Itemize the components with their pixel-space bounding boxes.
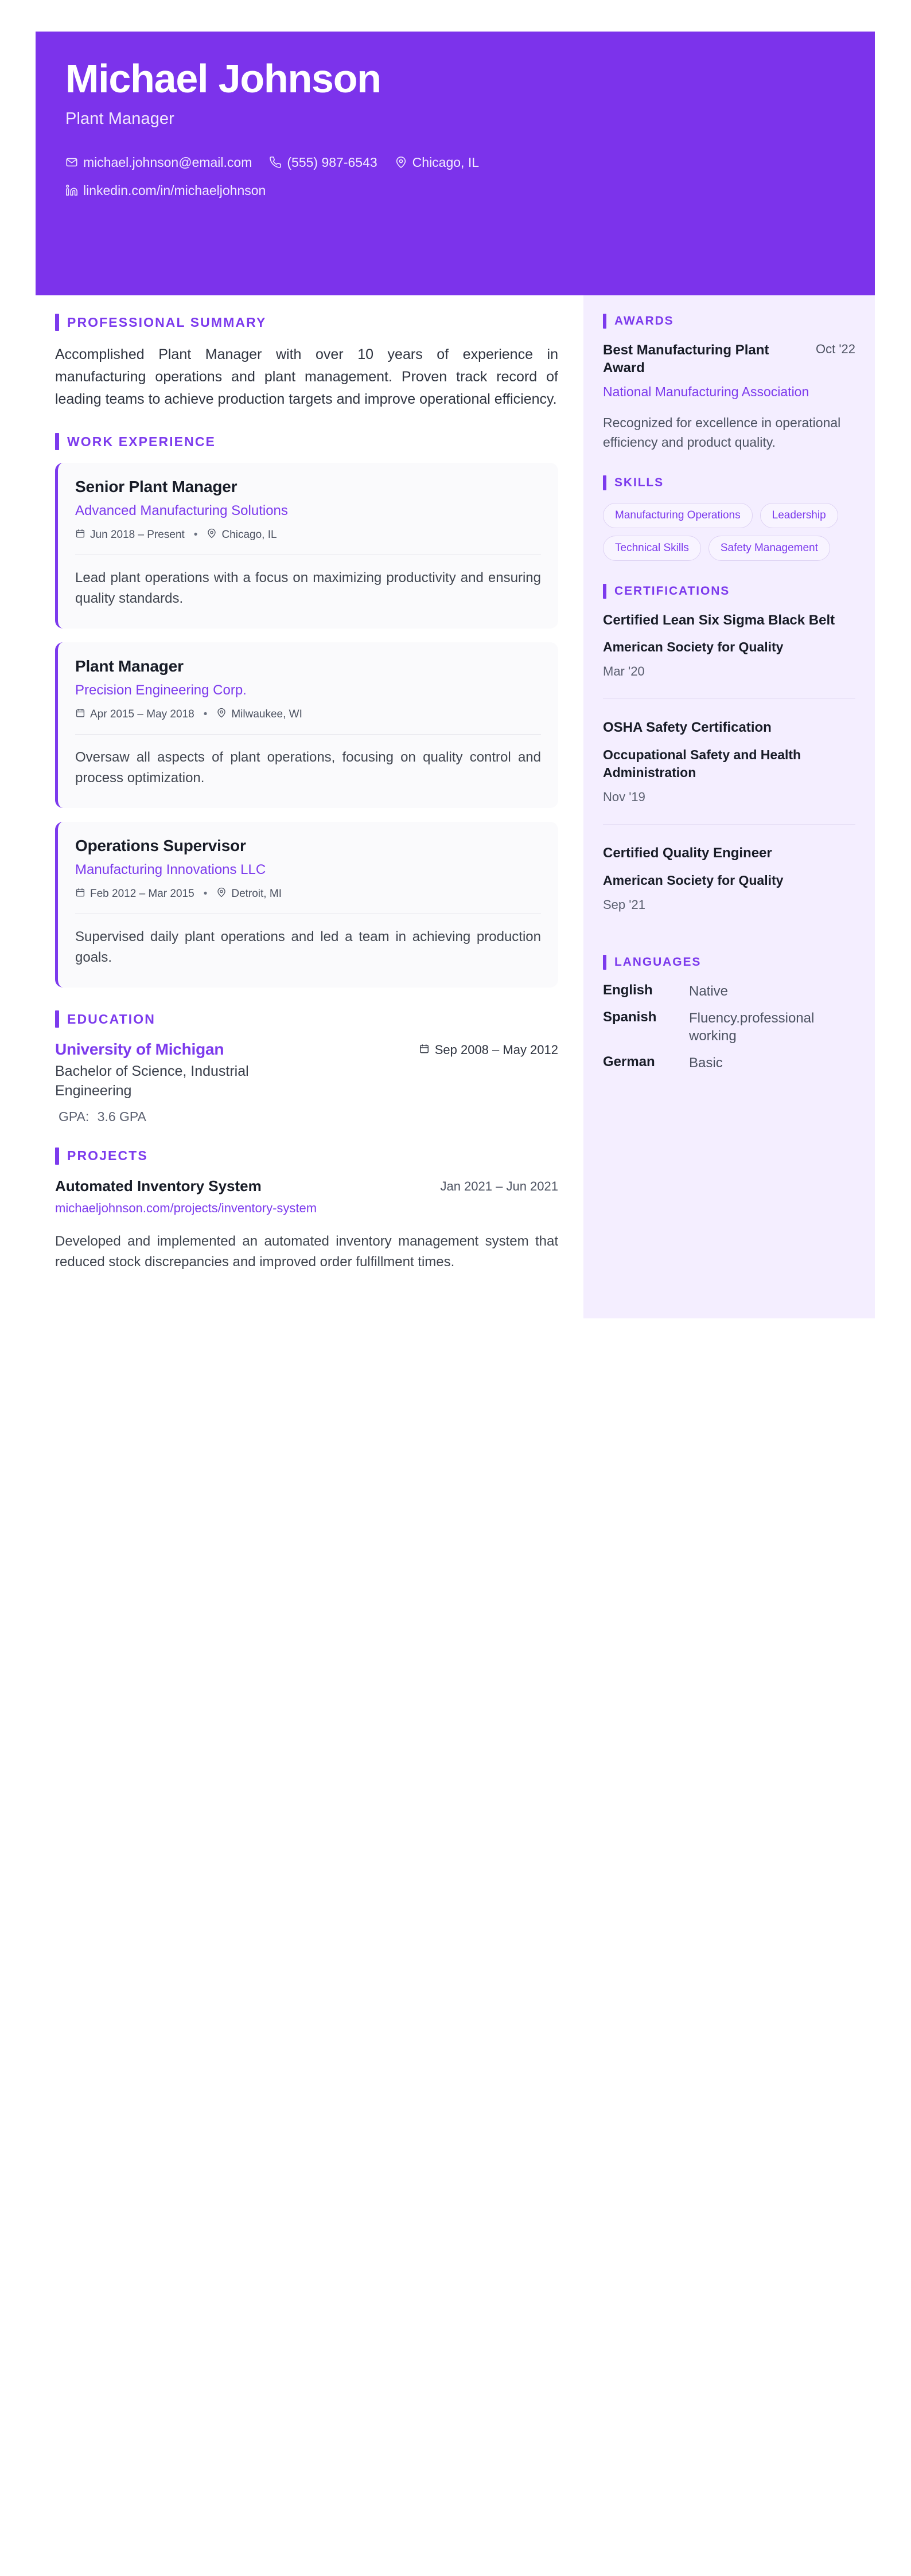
accent-bar (603, 955, 606, 970)
section-awards (603, 314, 855, 452)
section-title-awards: AWARDS (614, 314, 674, 327)
skill-chip: Manufacturing Operations (603, 503, 753, 528)
sidebar-column (583, 295, 875, 1318)
accent-bar (55, 314, 59, 331)
language-row (603, 1009, 855, 1045)
resume-header (36, 32, 875, 295)
accent-bar (603, 475, 606, 490)
accent-bar (55, 1148, 59, 1165)
section-title-summary: PROFESSIONAL SUMMARY (67, 314, 267, 330)
contact-phone-text: (555) 987-6543 (287, 154, 377, 170)
experience-dates-text: Jun 2018 – Present (90, 529, 185, 541)
experience-dates (75, 887, 194, 901)
certification-organization: American Society for Quality (603, 872, 784, 888)
contact-row-secondary (65, 183, 845, 198)
certification-entry (603, 719, 855, 825)
section-title-experience: WORK EXPERIENCE (67, 434, 216, 449)
project-description: Developed and implemented an automated inventory management system that reduced stock discrepancies and improved order fulfillment times. (55, 1234, 558, 1270)
language-level: Native (689, 983, 729, 999)
resume-body (36, 295, 875, 1318)
contact-location (395, 155, 479, 170)
certification-name: Certified Lean Six Sigma Black Belt (603, 612, 835, 628)
experience-card (55, 642, 558, 808)
skill-chip: Leadership (760, 503, 838, 528)
section-heading-certifications (603, 584, 855, 599)
section-skills (603, 475, 855, 561)
experience-description: Oversaw all aspects of plant operations, focusing on quality control and process optimization. (75, 750, 541, 786)
language-name: English (603, 982, 653, 998)
experience-description: Lead plant operations with a focus on maximizing productivity and ensuring quality standards. (75, 570, 541, 607)
map-pin-icon (216, 708, 227, 721)
project-link[interactable]: michaeljohnson.com/projects/inventory-system (55, 1200, 317, 1215)
meta-separator: • (203, 708, 208, 721)
contact-location-text: Chicago, IL (412, 154, 480, 170)
contact-linkedin[interactable] (65, 183, 266, 198)
section-heading-projects (55, 1148, 558, 1165)
phone-icon (269, 156, 282, 169)
certification-entry (603, 844, 855, 932)
section-work-experience (55, 433, 558, 988)
section-title-skills: SKILLS (614, 475, 664, 489)
skill-chip: Safety Management (708, 536, 830, 561)
accent-bar (55, 1010, 59, 1028)
experience-location (207, 528, 277, 542)
experience-card (55, 463, 558, 629)
experience-description: Supervised daily plant operations and led a team in achieving production goals. (75, 929, 541, 966)
education-gpa (59, 1109, 558, 1125)
calendar-icon (75, 887, 85, 901)
award-date: Oct '22 (815, 342, 855, 356)
experience-role: Operations Supervisor (75, 837, 246, 855)
project-dates: Jan 2021 – Jun 2021 (440, 1178, 558, 1193)
email-icon (65, 156, 78, 169)
section-languages (603, 955, 855, 1072)
section-education (55, 1010, 558, 1125)
contact-email[interactable] (65, 155, 252, 170)
education-dates-text: Sep 2008 – May 2012 (434, 1043, 558, 1057)
experience-location (216, 887, 282, 901)
experience-location-text: Detroit, MI (231, 888, 282, 900)
experience-location-text: Chicago, IL (221, 529, 277, 541)
certification-entry (603, 611, 855, 700)
section-heading-education (55, 1010, 558, 1028)
experience-location (216, 708, 302, 721)
section-heading-experience (55, 433, 558, 450)
section-title-projects: PROJECTS (67, 1148, 148, 1164)
project-entry (55, 1177, 558, 1273)
language-name: Spanish (603, 1009, 657, 1025)
section-heading-summary (55, 314, 558, 331)
section-title-certifications: CERTIFICATIONS (614, 584, 730, 598)
education-entry (55, 1040, 558, 1059)
section-heading-awards (603, 314, 855, 329)
candidate-name: Michael Johnson (65, 56, 381, 101)
experience-meta (75, 887, 541, 914)
experience-role: Plant Manager (75, 657, 184, 676)
section-title-education: EDUCATION (67, 1011, 155, 1027)
experience-company: Advanced Manufacturing Solutions (75, 503, 288, 519)
education-gpa-value: 3.6 GPA (97, 1109, 146, 1124)
experience-location-text: Milwaukee, WI (231, 708, 302, 721)
award-header (603, 341, 855, 377)
certification-date: Nov '19 (603, 790, 645, 805)
section-heading-languages (603, 955, 855, 970)
certification-date: Mar '20 (603, 664, 645, 679)
experience-dates (75, 708, 194, 721)
experience-meta (75, 708, 541, 735)
accent-bar (55, 433, 59, 450)
experience-dates-text: Apr 2015 – May 2018 (90, 708, 194, 721)
certification-organization: American Society for Quality (603, 639, 784, 655)
award-name: Best Manufacturing Plant Award (603, 342, 769, 376)
map-pin-icon (207, 528, 217, 542)
project-header (55, 1177, 558, 1195)
calendar-icon (419, 1043, 430, 1057)
section-projects (55, 1148, 558, 1273)
linkedin-icon (65, 184, 78, 197)
award-entry (603, 341, 855, 452)
award-organization: National Manufacturing Association (603, 384, 809, 400)
calendar-icon (75, 528, 85, 542)
experience-company: Manufacturing Innovations LLC (75, 862, 266, 878)
meta-separator: • (203, 888, 208, 900)
section-certifications (603, 584, 855, 932)
education-degree: Bachelor of Science, Industrial Engineering (55, 1063, 249, 1099)
skill-list (603, 503, 855, 561)
experience-dates-text: Feb 2012 – Mar 2015 (90, 888, 194, 900)
summary-text: Accomplished Plant Manager with over 10 years of experience in manufacturing operations and plant management. Proven track record of leading teams to achieve production targets and improve operational efficiency. (55, 346, 558, 407)
experience-meta (75, 528, 541, 555)
contact-linkedin-text: linkedin.com/in/michaeljohnson (83, 182, 266, 198)
project-name: Automated Inventory System (55, 1177, 262, 1195)
map-pin-icon (216, 887, 227, 901)
experience-dates (75, 528, 185, 542)
experience-role: Senior Plant Manager (75, 478, 238, 496)
section-title-languages: LANGUAGES (614, 955, 702, 969)
award-description: Recognized for excellence in operational efficiency and product quality. (603, 415, 841, 450)
language-name: German (603, 1054, 655, 1070)
experience-company: Precision Engineering Corp. (75, 682, 247, 698)
section-professional-summary (55, 314, 558, 410)
language-row (603, 982, 855, 1000)
contact-row-primary (65, 155, 845, 170)
certification-name: OSHA Safety Certification (603, 720, 772, 736)
meta-separator: • (193, 529, 198, 541)
education-gpa-label: GPA: (59, 1109, 89, 1124)
certification-name: Certified Quality Engineer (603, 845, 772, 861)
certification-date: Sep '21 (603, 897, 645, 912)
language-level: Fluency.professional working (689, 1010, 815, 1044)
accent-bar (603, 314, 606, 329)
candidate-job-title: Plant Manager (65, 109, 174, 128)
accent-bar (603, 584, 606, 599)
section-heading-skills (603, 475, 855, 490)
education-school: University of Michigan (55, 1040, 224, 1059)
map-pin-icon (395, 156, 407, 169)
resume-document (36, 32, 875, 1318)
language-row (603, 1054, 855, 1072)
skill-chip: Technical Skills (603, 536, 701, 561)
certification-organization: Occupational Safety and Health Administration (603, 747, 801, 780)
contact-phone[interactable] (269, 155, 377, 170)
main-column (36, 295, 583, 1318)
language-level: Basic (689, 1055, 723, 1071)
education-dates (419, 1040, 558, 1057)
experience-card (55, 822, 558, 988)
contact-email-text: michael.johnson@email.com (83, 154, 252, 170)
calendar-icon (75, 708, 85, 721)
